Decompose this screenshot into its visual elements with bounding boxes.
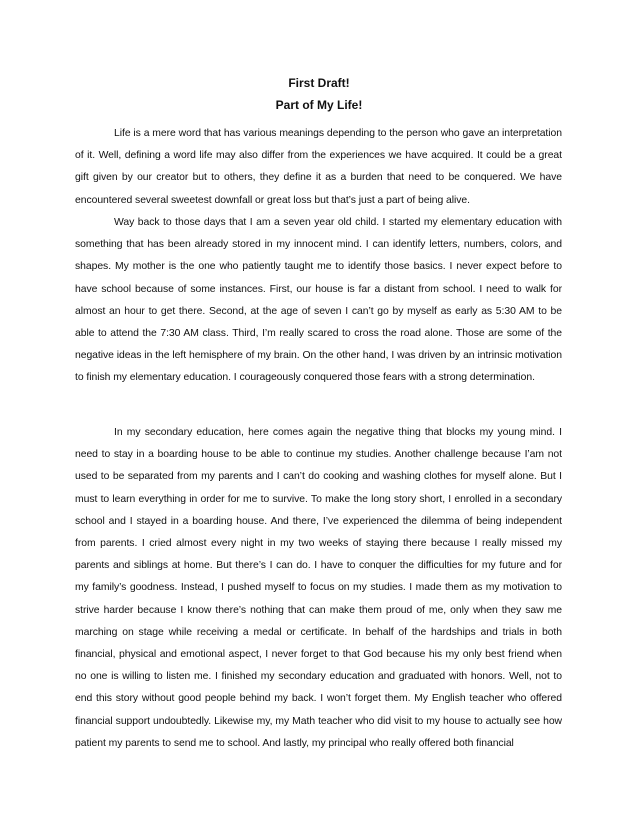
paragraph-2: Way back to those days that I am a seven year old child. I started my elementary education with something that has been already stored in my innocent mind. I can identify letters, numbers, colors, and shapes. My mother is the one who patiently taught me to identify those basics. I never expect before to have school because of some instances. First, our house is far a distant from school. I need to walk for almost an hour to get there. Second, at the age of seven I can’t go by myself as early as 5:30 AM to be able to attend the 7:30 AM class. Third, I’m really scared to cross the road alone. Those are some of the negative ideas in the left hemisphere of my brain. On the other hand, I was driven by an intrinsic motivation to finish my elementary education. I courageously conquered those fears with a strong determination. — [75, 217, 562, 384]
paragraph-1: Life is a mere word that has various meanings depending to the person who gave an interpretation of it. Well, defining a word life may also differ from the experiences we have acquired. It could be a great gift given by our creator but to others, they define it as a burden that need to be conquered. We have encountered several sweetest downfall or great loss but that’s just a part of being alive. — [75, 128, 562, 206]
document-title: First Draft! — [288, 76, 350, 90]
paragraph-3: In my secondary education, here comes again the negative thing that blocks my young mind. I need to stay in a boarding house to be able to continue my studies. Another challenge because I’am not used to be separated from my parents and I can’t do cooking and washing clothes for myself alone. But I must to learn everything in order for me to survive. To make the long story short, I enrolled in a secondary school and I stayed in a boarding house. And there, I’ve experienced the dilemma of being independent from parents. I cried almost every night in my two weeks of staying there because I really missed my parents and siblings at home. But there’s I can do. I have to conquer the difficulties for my future and for my family’s goodness. Instead, I pushed myself to focus on my studies. I made them as my motivation to strive harder because I know there’s nothing that can make them proud of me, only when they saw me marching on stage while receiving a medal or certificate. In behalf of the hardships and trials in both financial, physical and emotional aspect, I never forget to that God because his my only best friend when no one is willing to listen me. I finished my secondary education and graduated with honors. Well, not to end this story without good people behind my back. I won’t forget them. My English teacher who offered financial support undoubtedly. Likewise my, my Math teacher who did visit to my house to actually see how patient my parents to send me to school. And lastly, my principal who really offered both financial — [75, 427, 562, 749]
document-subtitle: Part of My Life! — [275, 98, 363, 112]
